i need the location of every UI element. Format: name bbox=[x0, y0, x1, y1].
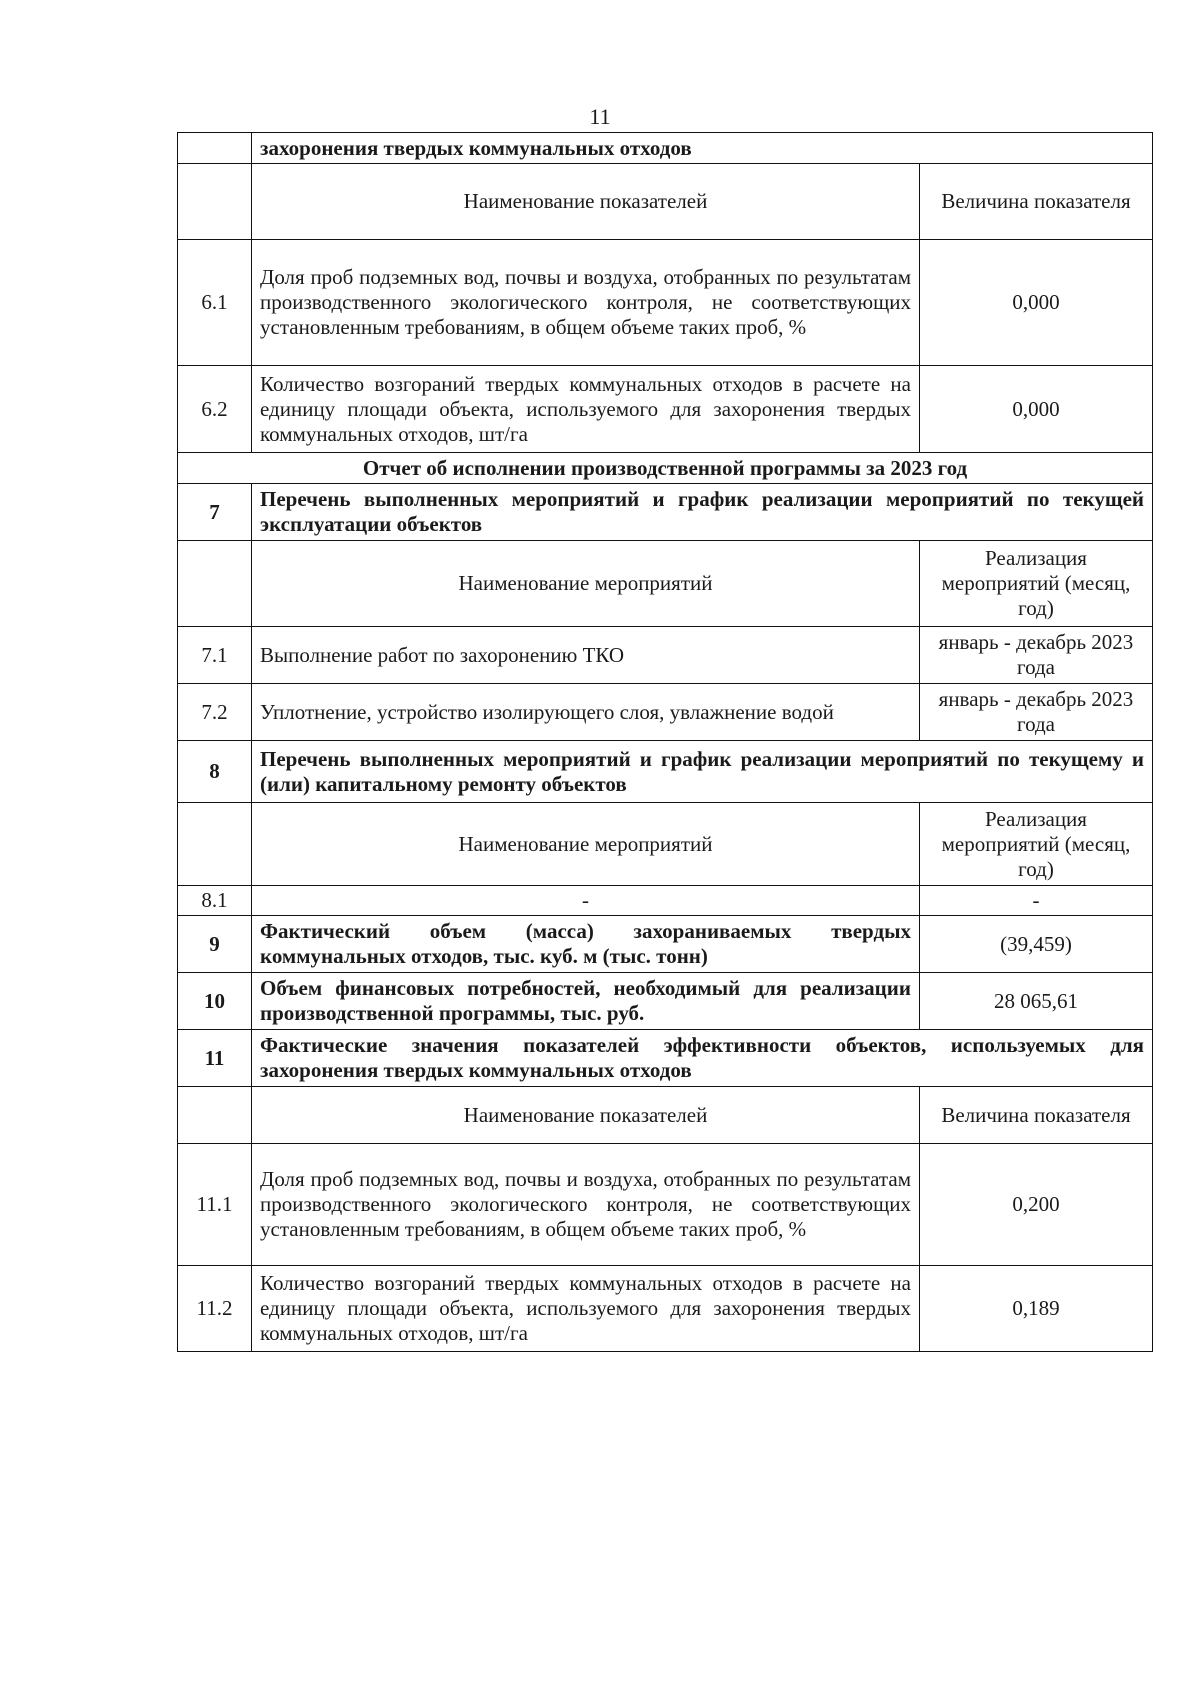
row-number bbox=[178, 133, 252, 164]
table-row bbox=[178, 240, 1153, 366]
table-row bbox=[178, 973, 1153, 1030]
row-description: Доля проб подземных вод, почвы и воздуха, отобранных по результатам производственного экологического контроля, не соответствующих установленным требованиям, в общем объеме таких проб, % bbox=[252, 1144, 920, 1266]
column-header: Реализация мероприятий (месяц, год) bbox=[919, 541, 1152, 627]
column-header: Наименование мероприятий bbox=[252, 803, 920, 886]
row-number bbox=[178, 541, 252, 627]
column-header: Наименование мероприятий bbox=[252, 541, 920, 627]
report-title: Отчет об исполнении производственной программы за 2023 год bbox=[178, 453, 1153, 484]
column-header: Величина показателя bbox=[919, 1087, 1152, 1144]
section-title: Объем финансовых потребностей, необходимый для реализации производственной программы, тыс. руб. bbox=[252, 973, 920, 1030]
table-row bbox=[178, 541, 1153, 627]
section-title: Перечень выполненных мероприятий и график реализации мероприятий по текущему и (или) капитальному ремонту объектов bbox=[252, 741, 1153, 803]
row-value: 0,200 bbox=[919, 1144, 1152, 1266]
row-number bbox=[178, 803, 252, 886]
section-title: Перечень выполненных мероприятий и график реализации мероприятий по текущей эксплуатации объектов bbox=[252, 484, 1153, 541]
row-value: (39,459) bbox=[919, 916, 1152, 973]
column-header: Реализация мероприятий (месяц, год) bbox=[919, 803, 1152, 886]
page-number: 11 bbox=[589, 104, 611, 129]
continued-section-title: захоронения твердых коммунальных отходов bbox=[252, 133, 1153, 164]
table-row bbox=[178, 916, 1153, 973]
row-value: 0,000 bbox=[919, 240, 1152, 366]
row-number: 10 bbox=[178, 973, 252, 1030]
column-header: Наименование показателей bbox=[252, 1087, 920, 1144]
row-number: 6.2 bbox=[178, 366, 252, 453]
row-number: 9 bbox=[178, 916, 252, 973]
table-row bbox=[178, 484, 1153, 541]
program-table bbox=[177, 132, 1153, 1352]
table-row bbox=[178, 1266, 1153, 1352]
row-description: Выполнение работ по захоронению ТКО bbox=[252, 627, 920, 684]
table-row bbox=[178, 803, 1153, 886]
table-row bbox=[178, 164, 1153, 240]
row-value: 0,000 bbox=[919, 366, 1152, 453]
row-value: 0,189 bbox=[919, 1266, 1152, 1352]
section-title: Фактические значения показателей эффективности объектов, используемых для захоронения твердых коммунальных отходов bbox=[252, 1030, 1153, 1087]
table-row bbox=[178, 366, 1153, 453]
table-row bbox=[178, 133, 1153, 164]
table-row bbox=[178, 886, 1153, 916]
row-value: - bbox=[919, 886, 1152, 916]
row-value: январь - декабрь 2023 года bbox=[919, 684, 1152, 741]
row-description: Уплотнение, устройство изолирующего слоя, увлажнение водой bbox=[252, 684, 920, 741]
row-number bbox=[178, 164, 252, 240]
table-row bbox=[178, 1087, 1153, 1144]
row-number: 7.1 bbox=[178, 627, 252, 684]
table-row bbox=[178, 741, 1153, 803]
table-row bbox=[178, 1144, 1153, 1266]
row-description: Количество возгораний твердых коммунальных отходов в расчете на единицу площади объекта, используемого для захоронения твердых коммунальных отходов, шт/га bbox=[252, 1266, 920, 1352]
row-number: 11 bbox=[178, 1030, 252, 1087]
row-description: Количество возгораний твердых коммунальных отходов в расчете на единицу площади объекта, используемого для захоронения твердых коммунальных отходов, шт/га bbox=[252, 366, 920, 453]
row-number: 11.2 bbox=[178, 1266, 252, 1352]
table-row bbox=[178, 627, 1153, 684]
row-number: 8 bbox=[178, 741, 252, 803]
row-number: 7.2 bbox=[178, 684, 252, 741]
row-number: 7 bbox=[178, 484, 252, 541]
section-title: Фактический объем (масса) захораниваемых твердых коммунальных отходов, тыс. куб. м (тыс. тонн) bbox=[252, 916, 920, 973]
table-row bbox=[178, 1030, 1153, 1087]
row-number: 8.1 bbox=[178, 886, 252, 916]
row-number bbox=[178, 1087, 252, 1144]
row-description: - bbox=[252, 886, 920, 916]
row-number: 6.1 bbox=[178, 240, 252, 366]
column-header: Наименование показателей bbox=[252, 164, 920, 240]
table-row bbox=[178, 684, 1153, 741]
row-number: 11.1 bbox=[178, 1144, 252, 1266]
table-row bbox=[178, 453, 1153, 484]
column-header: Величина показателя bbox=[919, 164, 1152, 240]
row-value: январь - декабрь 2023 года bbox=[919, 627, 1152, 684]
row-description: Доля проб подземных вод, почвы и воздуха, отобранных по результатам производственного экологического контроля, не соответствующих установленным требованиям, в общем объеме таких проб, % bbox=[252, 240, 920, 366]
row-value: 28 065,61 bbox=[919, 973, 1152, 1030]
